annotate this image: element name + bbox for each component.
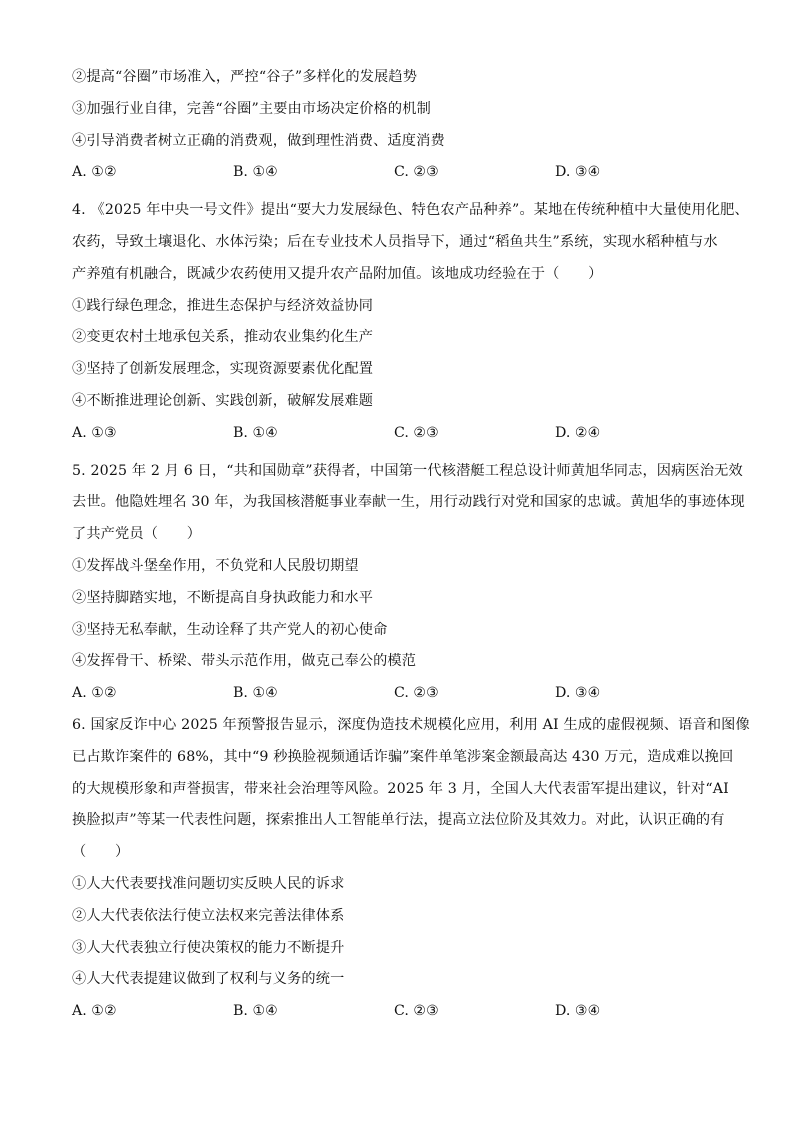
q5-choice-2: ②坚持脚踏实地，不断提高自身执政能力和水平: [72, 589, 374, 606]
q3-choice-4: ④引导消费者树立正确的消费观，做到理性消费、适度消费: [72, 132, 445, 149]
q3-choice-3: ③加强行业自律，完善“谷圈”主要由市场决定价格的机制: [72, 100, 431, 117]
q5-stem-line-2: 去世。他隐姓埋名 30 年，为我国核潜艇事业奉献一生，用行动践行对党和国家的忠诚。黄旭华的事迹体现: [72, 494, 745, 511]
q5-option-b: B. ①④: [233, 685, 278, 702]
q3-choice-2: ②提高“谷圈”市场准入，严控“谷子”多样化的发展趋势: [72, 69, 418, 85]
q4-option-c: C. ②③: [394, 424, 439, 441]
q6-stem-line-3: 的大规模形象和声誉损害，带来社会治理等风险。2025 年 3 月，全国人大代表雷军提出建议，针对“AI: [72, 780, 729, 797]
q6-option-a: A. ①②: [72, 1003, 117, 1020]
q6-choice-1: ①人大代表要找准问题切实反映人民的诉求: [72, 875, 345, 892]
q5-option-d: D. ③④: [555, 685, 601, 702]
q3-option-c: C. ②③: [394, 164, 439, 181]
q6-stem-line-1: 6. 国家反诈中心 2025 年预警报告显示，深度伪造技术规模化应用，利用 AI 生成的虚假视频、语音和图像: [72, 716, 750, 733]
question-4: [72, 195, 754, 449]
q4-stem-line-3: 产养殖有机融合，既减少农药使用又提升农产品附加值。该地成功经验在于（ ）: [72, 265, 603, 282]
q5-option-a: A. ①②: [72, 685, 117, 702]
q4-option-a: A. ①③: [72, 424, 117, 441]
q6-option-b: B. ①④: [233, 1003, 278, 1020]
q4-option-d: D. ②④: [555, 424, 601, 441]
q4-choice-3: ③坚持了创新发展理念，实现资源要素优化配置: [72, 361, 374, 378]
q6-stem-line-4: 换脸拟声”等某一代表性问题，探索推出人工智能单行法，提高立法位阶及其效力。对此，认识正确的有: [72, 812, 725, 829]
q5-option-c: C. ②③: [394, 685, 439, 702]
q5-options: [72, 678, 754, 710]
q4-choice-2: ②变更农村土地承包关系，推动农业集约化生产: [72, 329, 374, 346]
q3-option-d: D. ③④: [555, 164, 601, 181]
q6-options: [72, 996, 754, 1028]
q4-choice-1: ①践行绿色理念，推进生态保护与经济效益协同: [72, 297, 374, 314]
question-3-continued: [72, 62, 754, 189]
q4-stem-line-1: 4. 《2025 年中央一号文件》提出“要大力发展绿色、特色农产品种养”。某地在传统种植中大量使用化肥、: [72, 202, 749, 219]
q5-stem-line-3: 了共产党员（ ）: [72, 526, 202, 543]
q6-choice-2: ②人大代表依法行使立法权来完善法律体系: [72, 907, 345, 924]
question-5: [72, 456, 754, 710]
q3-options: [72, 157, 754, 189]
q5-choice-1: ①发挥战斗堡垒作用，不负党和人民殷切期望: [72, 557, 359, 574]
q6-choice-3: ③人大代表独立行使决策权的能力不断提升: [72, 939, 345, 956]
q6-stem-line-5: （ ）: [72, 844, 130, 861]
q4-stem-line-2: 农药，导致土壤退化、水体污染；后在专业技术人员指导下，通过“稻鱼共生”系统，实现水稻种植与水: [72, 233, 718, 250]
q6-choice-4: ④人大代表提建议做到了权利与义务的统一: [72, 971, 345, 988]
question-6: [72, 710, 754, 1028]
q4-choice-4: ④不断推进理论创新、实践创新，破解发展难题: [72, 392, 374, 409]
q6-option-c: C. ②③: [394, 1003, 439, 1020]
q3-option-a: A. ①②: [72, 164, 117, 181]
q5-choice-4: ④发挥骨干、桥梁、带头示范作用，做克己奉公的模范: [72, 653, 417, 670]
q5-choice-3: ③坚持无私奉献，生动诠释了共产党人的初心使命: [72, 621, 388, 638]
q6-option-d: D. ③④: [555, 1003, 601, 1020]
q5-stem-line-1: 5. 2025 年 2 月 6 日，“共和国勋章”获得者，中国第一代核潜艇工程总设计师黄旭华同志，因病医治无效: [72, 462, 743, 479]
q4-options: [72, 418, 754, 450]
q3-option-b: B. ①④: [233, 164, 278, 181]
q6-stem-line-2: 已占欺诈案件的 68%，其中“9 秒换脸视频通话诈骗”案件单笔涉案金额最高达 430 万元，造成难以挽回: [72, 748, 734, 765]
q4-option-b: B. ①④: [233, 424, 278, 441]
